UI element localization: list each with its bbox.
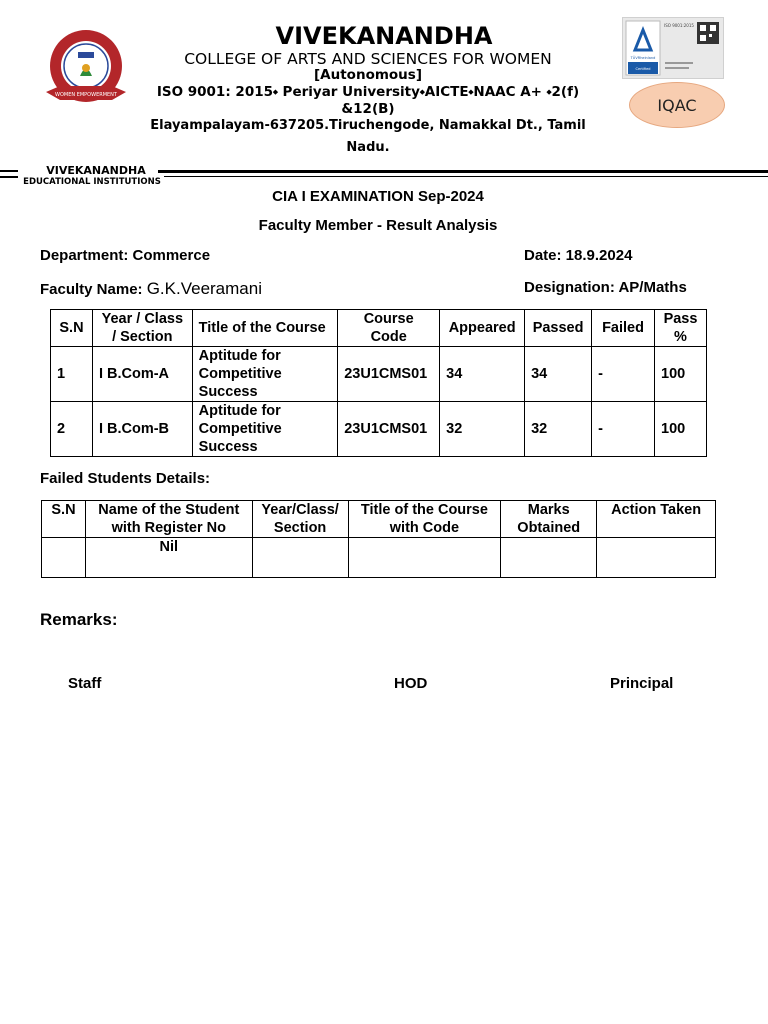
cell-appeared: 32 — [440, 402, 525, 457]
failed-cell-course — [348, 538, 501, 578]
institutions-name: VIVEKANANDHA — [46, 164, 146, 177]
iso-badge-graphic — [623, 18, 723, 78]
failed-students-heading: Failed Students Details: — [40, 470, 211, 487]
signature-hod: HOD — [394, 675, 428, 692]
failed-header-action: Action Taken — [597, 501, 716, 538]
result-analysis-table — [50, 309, 707, 457]
cell-failed: - — [592, 402, 655, 457]
college-full-name: COLLEGE OF ARTS AND SCIENCES FOR WOMEN — [184, 50, 552, 68]
accreditation-line-1: ISO 9001: 2015⬩ Periyar University⬩AICTE⬩NAAC A+ ⬩2(f) — [156, 84, 580, 100]
divider-right-bottom — [164, 176, 768, 177]
header-sn: S.N — [51, 310, 93, 347]
failed-cell-student: Nil — [85, 538, 252, 578]
failed-header-marks: Marks Obtained — [501, 501, 597, 538]
exam-title: CIA I EXAMINATION Sep-2024 — [272, 188, 484, 205]
divider-left-top — [0, 170, 18, 172]
divider-left-bottom — [0, 176, 18, 178]
exam-subtitle: Faculty Member - Result Analysis — [258, 217, 498, 234]
failed-cell-year-class — [252, 538, 348, 578]
cell-course-title: Aptitude for Competitive Success — [192, 402, 338, 457]
cell-passed: 34 — [525, 347, 592, 402]
accreditation-line-2: &12(B) — [341, 101, 395, 117]
cell-passed: 32 — [525, 402, 592, 457]
cell-sn: 2 — [51, 402, 93, 457]
faculty-name-row — [40, 279, 262, 299]
table-row — [51, 402, 707, 457]
autonomous-label: [Autonomous] — [314, 67, 422, 83]
cell-course-title: Aptitude for Competitive Success — [192, 347, 338, 402]
iso-certification-badge — [622, 17, 724, 79]
designation-label: Designation: AP/Maths — [524, 279, 687, 296]
address-line-1: Elayampalayam-637205.Tiruchengode, Namakkal Dt., Tamil — [150, 118, 586, 133]
failed-students-table — [41, 500, 716, 578]
signature-staff: Staff — [68, 675, 102, 692]
cell-appeared: 34 — [440, 347, 525, 402]
failed-header-course: Title of the Course with Code — [348, 501, 501, 538]
table-row — [42, 538, 716, 578]
college-name: VIVEKANANDHA — [275, 22, 493, 50]
failed-table-header — [42, 501, 716, 538]
table-row — [51, 347, 707, 402]
divider-right-top — [158, 170, 768, 173]
address-line-2: Nadu. — [346, 140, 390, 155]
logo-ribbon-text: WOMEN EMPOWERMENT — [55, 92, 117, 98]
header-pass-percent: Pass % — [655, 310, 707, 347]
cell-year-class: I B.Com-B — [92, 402, 192, 457]
iqac-badge: IQAC — [629, 82, 725, 128]
cell-pass-percent: 100 — [655, 347, 707, 402]
cell-course-code: 23U1CMS01 — [338, 402, 440, 457]
institutions-subtitle: EDUCATIONAL INSTITUTIONS — [23, 177, 161, 187]
header-failed: Failed — [592, 310, 655, 347]
faculty-name-value: G.K.Veeramani — [146, 279, 262, 298]
iso-badge-cert: Certified — [635, 67, 651, 71]
failed-header-year-class: Year/Class/ Section — [252, 501, 348, 538]
iso-badge-number: ISO 9001:2015 — [664, 23, 694, 28]
header-course-title: Title of the Course — [192, 310, 338, 347]
faculty-name-label: Faculty Name: — [40, 281, 147, 298]
cell-failed: - — [592, 347, 655, 402]
header-course-code: Course Code — [338, 310, 440, 347]
date-label: Date: 18.9.2024 — [524, 247, 633, 264]
cell-year-class: I B.Com-A — [92, 347, 192, 402]
failed-header-sn: S.N — [42, 501, 86, 538]
failed-cell-sn — [42, 538, 86, 578]
failed-cell-marks — [501, 538, 597, 578]
failed-cell-action — [597, 538, 716, 578]
department-label: Department: Commerce — [40, 247, 211, 264]
cell-course-code: 23U1CMS01 — [338, 347, 440, 402]
cell-pass-percent: 100 — [655, 402, 707, 457]
iso-badge-brand: TÜVRheinland — [630, 56, 656, 60]
cell-sn: 1 — [51, 347, 93, 402]
signature-principal: Principal — [610, 675, 674, 692]
header-passed: Passed — [525, 310, 592, 347]
header-appeared: Appeared — [440, 310, 525, 347]
remarks-label: Remarks: — [40, 610, 118, 629]
result-table-header — [51, 310, 707, 347]
header-year-class: Year / Class / Section — [92, 310, 192, 347]
failed-header-student: Name of the Student with Register No — [85, 501, 252, 538]
